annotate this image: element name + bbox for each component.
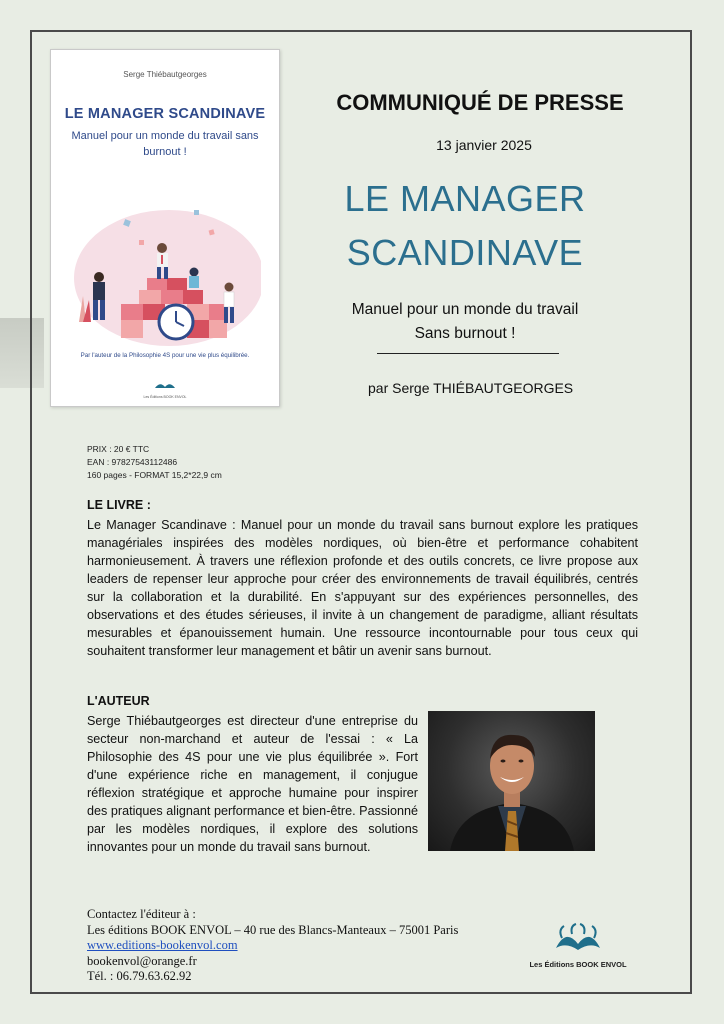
book-description: Le Manager Scandinave : Manuel pour un monde du travail sans burnout explore les pratiques managériales inspirées des modèles nordiques, où bien-être et performance cohabitent harmonieusement. À travers une réflexion profonde et des outils concrets, ce livre propose aux leaders de repenser leur approche pour créer des environnements de travail équilibrés, centrés sur la collaboration et la durabilité. En s'appuyant sur des expériences personnelles, des observations et des études sérieuses, il invite à un changement de paradigme, alliant résultats mesurables et épanouissement humain. Une ressource incontournable pour tous ceux qui souhaitent transformer leur management et bâtir un avenir sans burnout. [87, 518, 638, 658]
contact-address: Les éditions BOOK ENVOL – 40 rue des Blancs-Manteaux – 75001 Paris [87, 922, 459, 937]
title-divider [377, 353, 559, 354]
main-title-line-1: LE MANAGER [344, 178, 586, 219]
publisher-logo [522, 922, 634, 969]
cover-office-illustration [69, 200, 261, 350]
book-cover [50, 49, 280, 407]
publisher-contact [87, 907, 458, 985]
press-release-title: COMMUNIQUÉ DE PRESSE [336, 90, 624, 115]
main-title-line-2: SCANDINAVE [346, 232, 584, 273]
book-wing-logo-icon [552, 922, 604, 954]
cover-subtitle: Manuel pour un monde du travail sans burnout ! [71, 130, 259, 158]
book-main-title [290, 172, 640, 280]
contact-intro: Contactez l'éditeur à : [87, 907, 196, 921]
cover-title: LE MANAGER SCANDINAVE [64, 106, 266, 122]
cover-publisher-name: Les Éditions BOOK ENVOL [143, 395, 187, 399]
cover-author: Serge Thiébautgeorges [123, 70, 207, 79]
author-section-heading: L'AUTEUR [87, 694, 150, 708]
release-date: 13 janvier 2025 [436, 137, 532, 153]
contact-phone: Tél. : 06.79.63.62.92 [87, 969, 192, 983]
subtitle-line-2: Sans burnout ! [414, 325, 516, 342]
book-wing-logo-icon [154, 379, 176, 389]
book-price: PRIX : 20 € TTC [87, 444, 150, 454]
website-link[interactable]: www.editions-bookenvol.com [87, 938, 238, 952]
subtitle-line-1: Manuel pour un monde du travail [351, 301, 579, 318]
book-ean: EAN : 97827543112486 [87, 457, 178, 467]
author-portrait-figure [428, 711, 595, 851]
book-format: 160 pages - FORMAT 15,2*22,9 cm [87, 470, 222, 480]
cover-tagline: Par l'auteur de la Philosophie 4S pour une vie plus équilibrée. [80, 352, 250, 359]
book-section-heading: LE LIVRE : [87, 498, 151, 512]
contact-email: bookenvol@orange.fr [87, 953, 197, 968]
book-info [87, 443, 222, 482]
publisher-logo-name: Les Éditions BOOK ENVOL [529, 960, 627, 969]
author-portrait [428, 711, 595, 851]
author-byline: par Serge THIÉBAUTGEORGES [368, 380, 574, 396]
author-description: Serge Thiébautgeorges est directeur d'une entreprise du secteur non-marchand et auteur de l'essai : « La Philosophie des 4S pour une vie plus équilibrée ». Fort d'une expérience riche en management, il conjugue réflexion stratégique et approche humaine pour inspirer des pratiques alignant performance et bien-être. Passionné par les modèles nordiques, il explore des solutions innovantes pour un monde du travail sans burnout. [87, 714, 418, 854]
book-subtitle [310, 298, 620, 346]
cover-publisher-logo [51, 376, 279, 399]
